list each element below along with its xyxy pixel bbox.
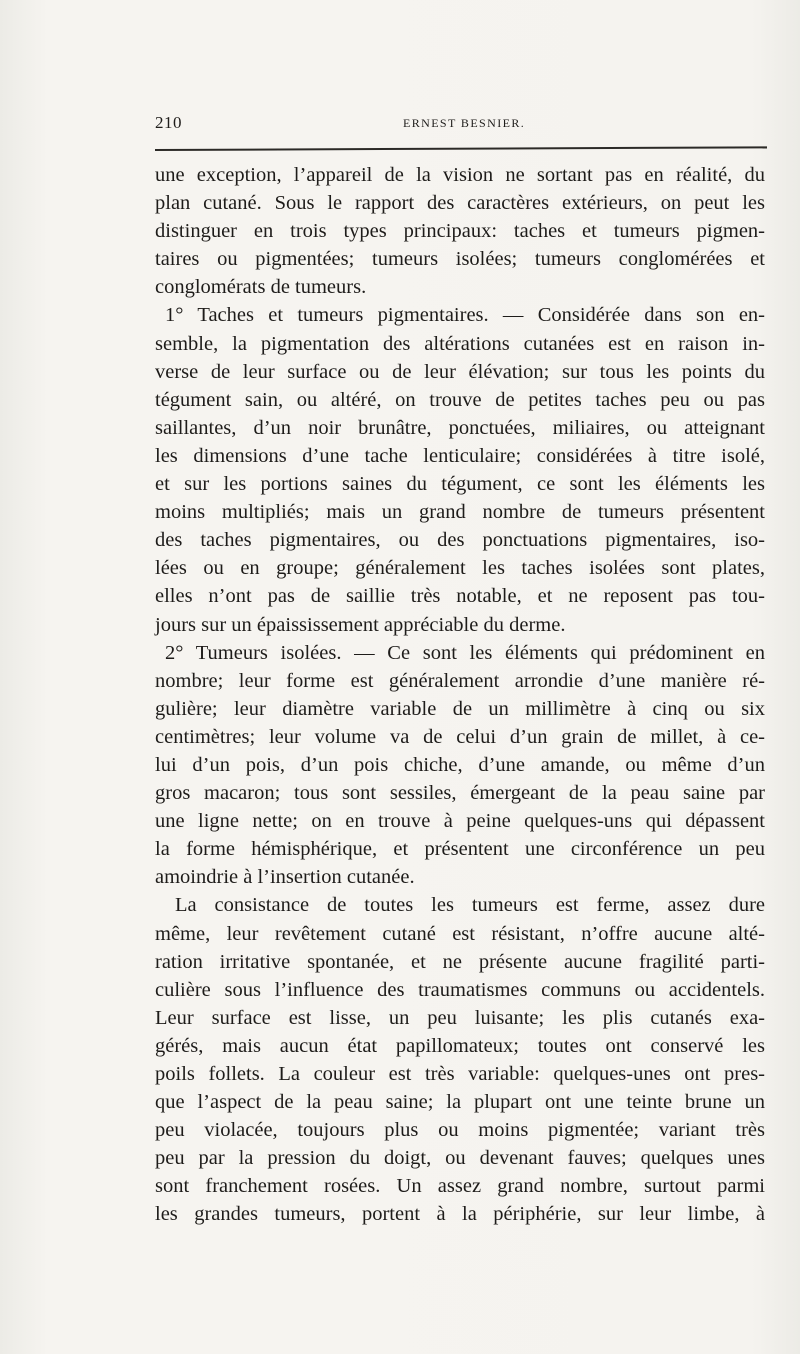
- text-line: et sur les portions saines du tégument, ce sont les éléments les: [155, 473, 765, 496]
- text-line: des taches pigmentaires, ou des ponctuations pigmentaires, iso-: [155, 529, 765, 552]
- running-head: ERNEST BESNIER.: [403, 116, 526, 130]
- text-line: elles n’ont pas de saillie très notable, et ne reposent pas tou-: [155, 585, 765, 608]
- body-text: [155, 161, 765, 1229]
- text-line: ration irritative spontanée, et ne présente aucune fragilité parti-: [155, 950, 765, 973]
- text-line: 2° Tumeurs isolées. — Ce sont les éléments qui prédominent en: [165, 641, 765, 664]
- text-line: verse de leur surface ou de leur élévation; sur tous les points du: [155, 360, 765, 383]
- text-line: jours sur un épaississement appréciable du derme.: [155, 613, 566, 636]
- text-line: semble, la pigmentation des altérations cutanées est en raison in-: [155, 332, 765, 355]
- text-line: gros macaron; tous sont sessiles, émergeant de la peau saine par: [155, 782, 765, 805]
- text-line: que l’aspect de la peau saine; la plupart ont une teinte brune un: [155, 1091, 765, 1114]
- text-line: Leur surface est lisse, un peu luisante; les plis cutanés exa-: [155, 1006, 765, 1029]
- text-line: une exception, l’appareil de la vision ne sortant pas en réalité, du: [155, 164, 765, 186]
- text-line: peu violacée, toujours plus ou moins pigmentée; variant très: [155, 1119, 765, 1142]
- text-line: poils follets. La couleur est très variable: quelques-unes ont pres-: [155, 1063, 765, 1085]
- text-line: distinguer en trois types principaux: taches et tumeurs pigmen-: [155, 220, 765, 243]
- text-line: lées ou en groupe; généralement les taches isolées sont plates,: [155, 557, 765, 580]
- text-line: La consistance de toutes les tumeurs est ferme, assez dure: [175, 894, 765, 917]
- text-line: 1° Taches et tumeurs pigmentaires. — Considérée dans son en-: [165, 304, 765, 327]
- text-line: les dimensions d’une tache lenticulaire; considérées à titre isolé,: [155, 444, 765, 467]
- text-line: centimètres; leur volume va de celui d’un grain de millet, à ce-: [155, 725, 765, 748]
- header-rule: [155, 146, 767, 151]
- text-line: plan cutané. Sous le rapport des caractères extérieurs, on peut les: [155, 192, 765, 215]
- text-line: moins multipliés; mais un grand nombre de tumeurs présentent: [155, 501, 765, 524]
- text-line: sont franchement rosées. Un assez grand nombre, surtout parmi: [155, 1175, 765, 1198]
- page-number: 210: [155, 113, 182, 132]
- text-line: les grandes tumeurs, portent à la périphérie, sur leur limbe, à: [155, 1203, 765, 1226]
- text-line: la forme hémisphérique, et présentent une circonférence un peu: [155, 838, 765, 861]
- text-line: conglomérats de tumeurs.: [155, 276, 367, 299]
- text-line: une ligne nette; on en trouve à peine quelques-uns qui dépassent: [155, 810, 765, 833]
- text-line: amoindrie à l’insertion cutanée.: [155, 866, 415, 889]
- text-line: gulière; leur diamètre variable de un millimètre à cinq ou six: [155, 697, 765, 720]
- text-line: lui d’un pois, d’un pois chiche, d’une amande, ou même d’un: [155, 753, 765, 776]
- text-line: tégument sain, ou altéré, on trouve de petites taches peu ou pas: [155, 388, 765, 411]
- page-header: [155, 113, 765, 139]
- text-line: peu par la pression du doigt, ou devenant fauves; quelques unes: [155, 1147, 765, 1170]
- text-line: gérés, mais aucun état papillomateux; toutes ont conservé les: [155, 1034, 765, 1057]
- text-line: nombre; leur forme est généralement arrondie d’une manière ré-: [155, 669, 765, 692]
- text-line: culière sous l’influence des traumatismes communs ou accidentels.: [155, 978, 765, 1001]
- text-line: même, leur revêtement cutané est résistant, n’offre aucune alté-: [155, 922, 765, 945]
- text-line: taires ou pigmentées; tumeurs isolées; tumeurs conglomérées et: [155, 248, 765, 271]
- text-line: saillantes, d’un noir brunâtre, ponctuées, miliaires, ou atteignant: [155, 416, 765, 439]
